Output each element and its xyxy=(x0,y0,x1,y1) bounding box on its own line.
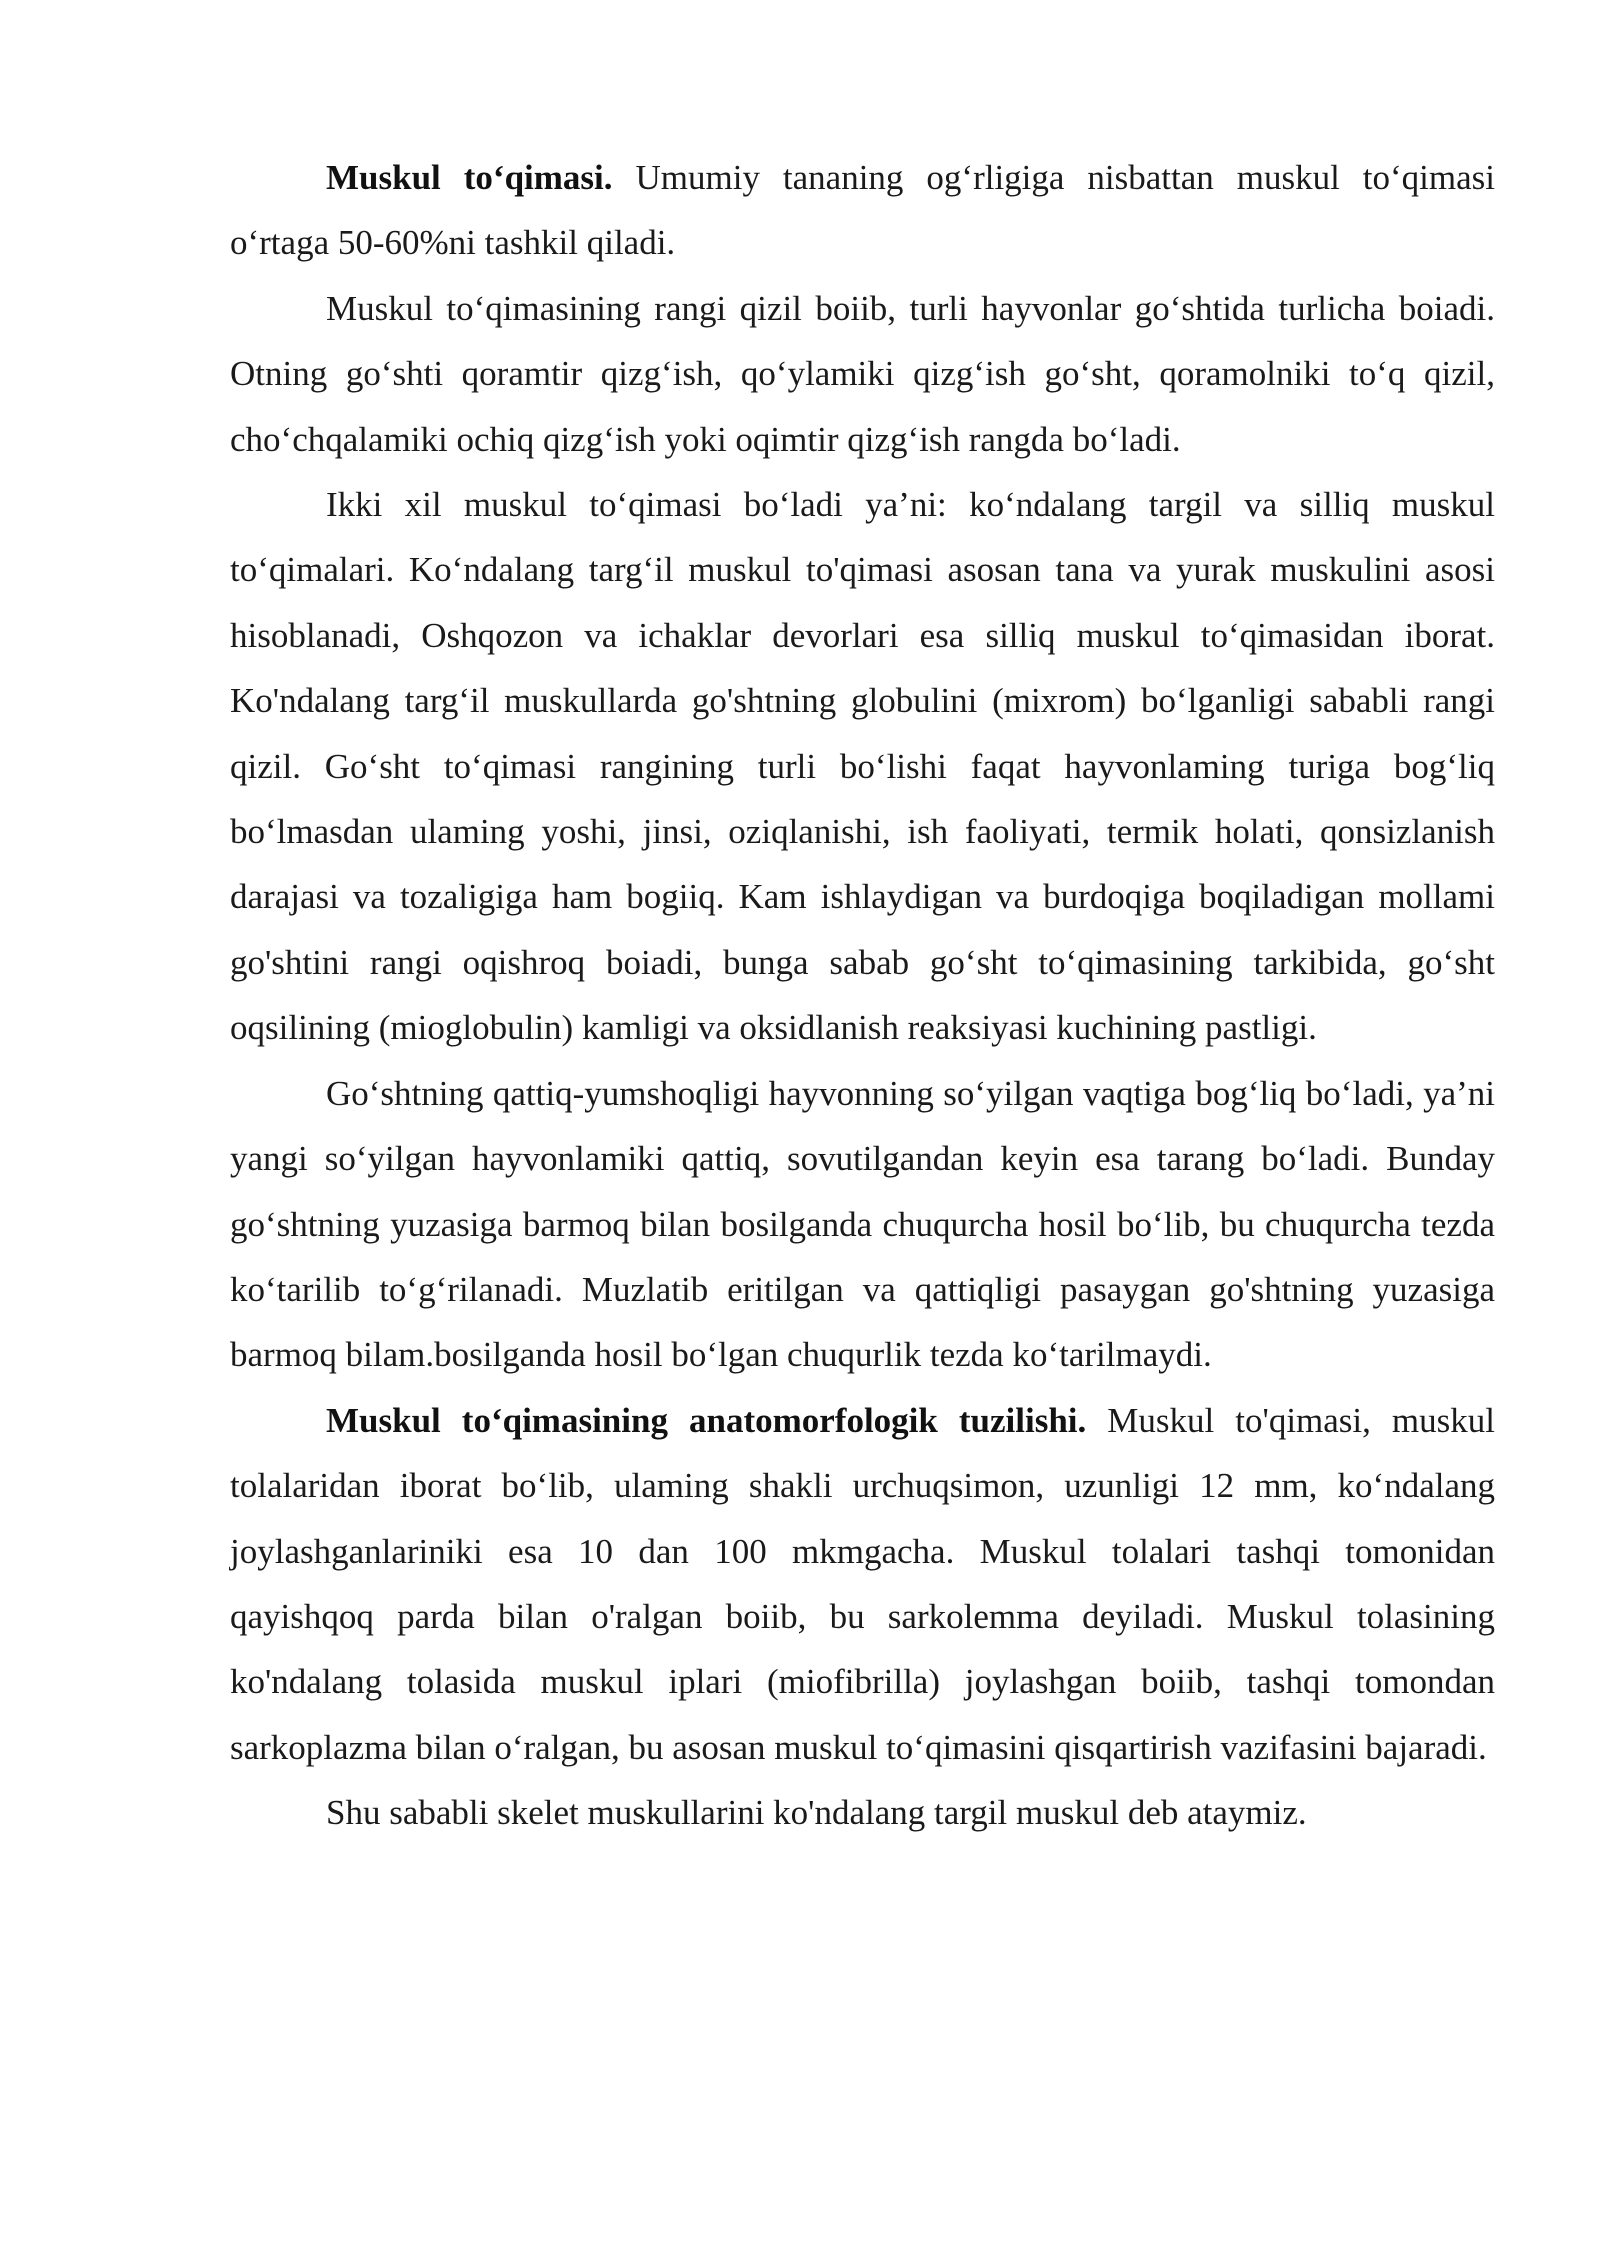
paragraph-heading: Muskul to‘qimasi. xyxy=(326,158,613,197)
paragraph-heading: Muskul to‘qimasining anatomorfologik tuzilishi. xyxy=(326,1400,1087,1440)
paragraph-muscle-color xyxy=(230,276,1495,472)
paragraph-text: Umumiy tananing og‘rligiga nisbattan muskul to‘qimasi o‘rtaga 50-60%ni tashkil qiladi. xyxy=(230,158,1496,263)
paragraph-muscle-tissue-intro xyxy=(230,145,1495,276)
paragraph-text: Ikki xil muskul to‘qimasi bo‘ladi ya’ni: ko‘ndalang targil va silliq muskul to‘qimalari. Ko‘ndalang targ‘il muskul to'qimasi asosan tana va yurak muskulini asosi hisoblanadi, Oshqozon va ichaklar devorlari esa silliq muskul to‘qimasidan iborat. Ko'ndalang targ‘il muskullarda go'shtning globulini (mixrom) bo‘lganligi sababli rangi qizil. Go‘sht to‘qimasi rangining turli bo‘lishi faqat hayvonlaming turiga bog‘liq bo‘lmasdan ulaming yoshi, jinsi, oziqlanishi, ish faoliyati, termik holati, qonsizlanish darajasi va tozaligiga ham bogiiq. Kam ishlaydigan va burdoqiga boqiladigan mollami go'shtini rangi oqishroq boiadi, bunga sabab go‘sht to‘qimasining tarkibida, go‘sht oqsilining (mioglobulin) kamligi va oksidlanish reaksiyasi kuchining pastligi. xyxy=(230,485,1495,1048)
document-page xyxy=(230,145,1495,1846)
paragraph-muscle-types xyxy=(230,472,1495,1061)
paragraph-text: Shu sababli skelet muskullarini ko'ndalang targil muskul deb ataymiz. xyxy=(326,1793,1307,1833)
paragraph-conclusion xyxy=(230,1780,1495,1845)
paragraph-text: Go‘shtning qattiq-yumshoqligi hayvonning so‘yilgan vaqtiga bog‘liq bo‘ladi, ya’ni yangi so‘yilgan hayvonlamiki qattiq, sovutilgandan keyin esa tarang bo‘ladi. Bunday go‘shtning yuzasiga barmoq bilan bosilganda chuqurcha hosil bo‘lib, bu chuqurcha tezda ko‘tarilib to‘g‘rilanadi. Muzlatib eritilgan va qattiqligi pasaygan go'shtning yuzasiga barmoq bilam.bosilganda hosil bo‘lgan chuqurlik tezda ko‘tarilmaydi. xyxy=(230,1073,1495,1375)
paragraph-meat-firmness xyxy=(230,1061,1495,1388)
paragraph-text: Muskul to‘qimasining rangi qizil boiib, turli hayvonlar go‘shtida turlicha boiadi. Otning go‘shti qoramtir qizg‘ish, qo‘ylamiki qizg‘ish go‘sht, qoramolniki to‘q qizil, cho‘chqalamiki ochiq qizg‘ish yoki oqimtir qizg‘ish rangda bo‘ladi. xyxy=(230,288,1495,459)
paragraph-anatomy xyxy=(230,1388,1495,1780)
paragraph-text: Muskul to'qimasi, muskul tolalaridan iborat bo‘lib, ulaming shakli urchuqsimon, uzunligi 12 mm, ko‘ndalang joylashganlariniki esa 10 dan 100 mkmgacha. Muskul tolalari tashqi tomonidan qayishqoq parda bilan o'ralgan boiib, bu sarkolemma deyiladi. Muskul tolasining ko'ndalang tolasida muskul iplari (miofibrilla) joylashgan boiib, tashqi tomondan sarkoplazma bilan o‘ralgan, bu asosan muskul to‘qimasini qisqartirish vazifasini bajaradi. xyxy=(230,1400,1495,1767)
